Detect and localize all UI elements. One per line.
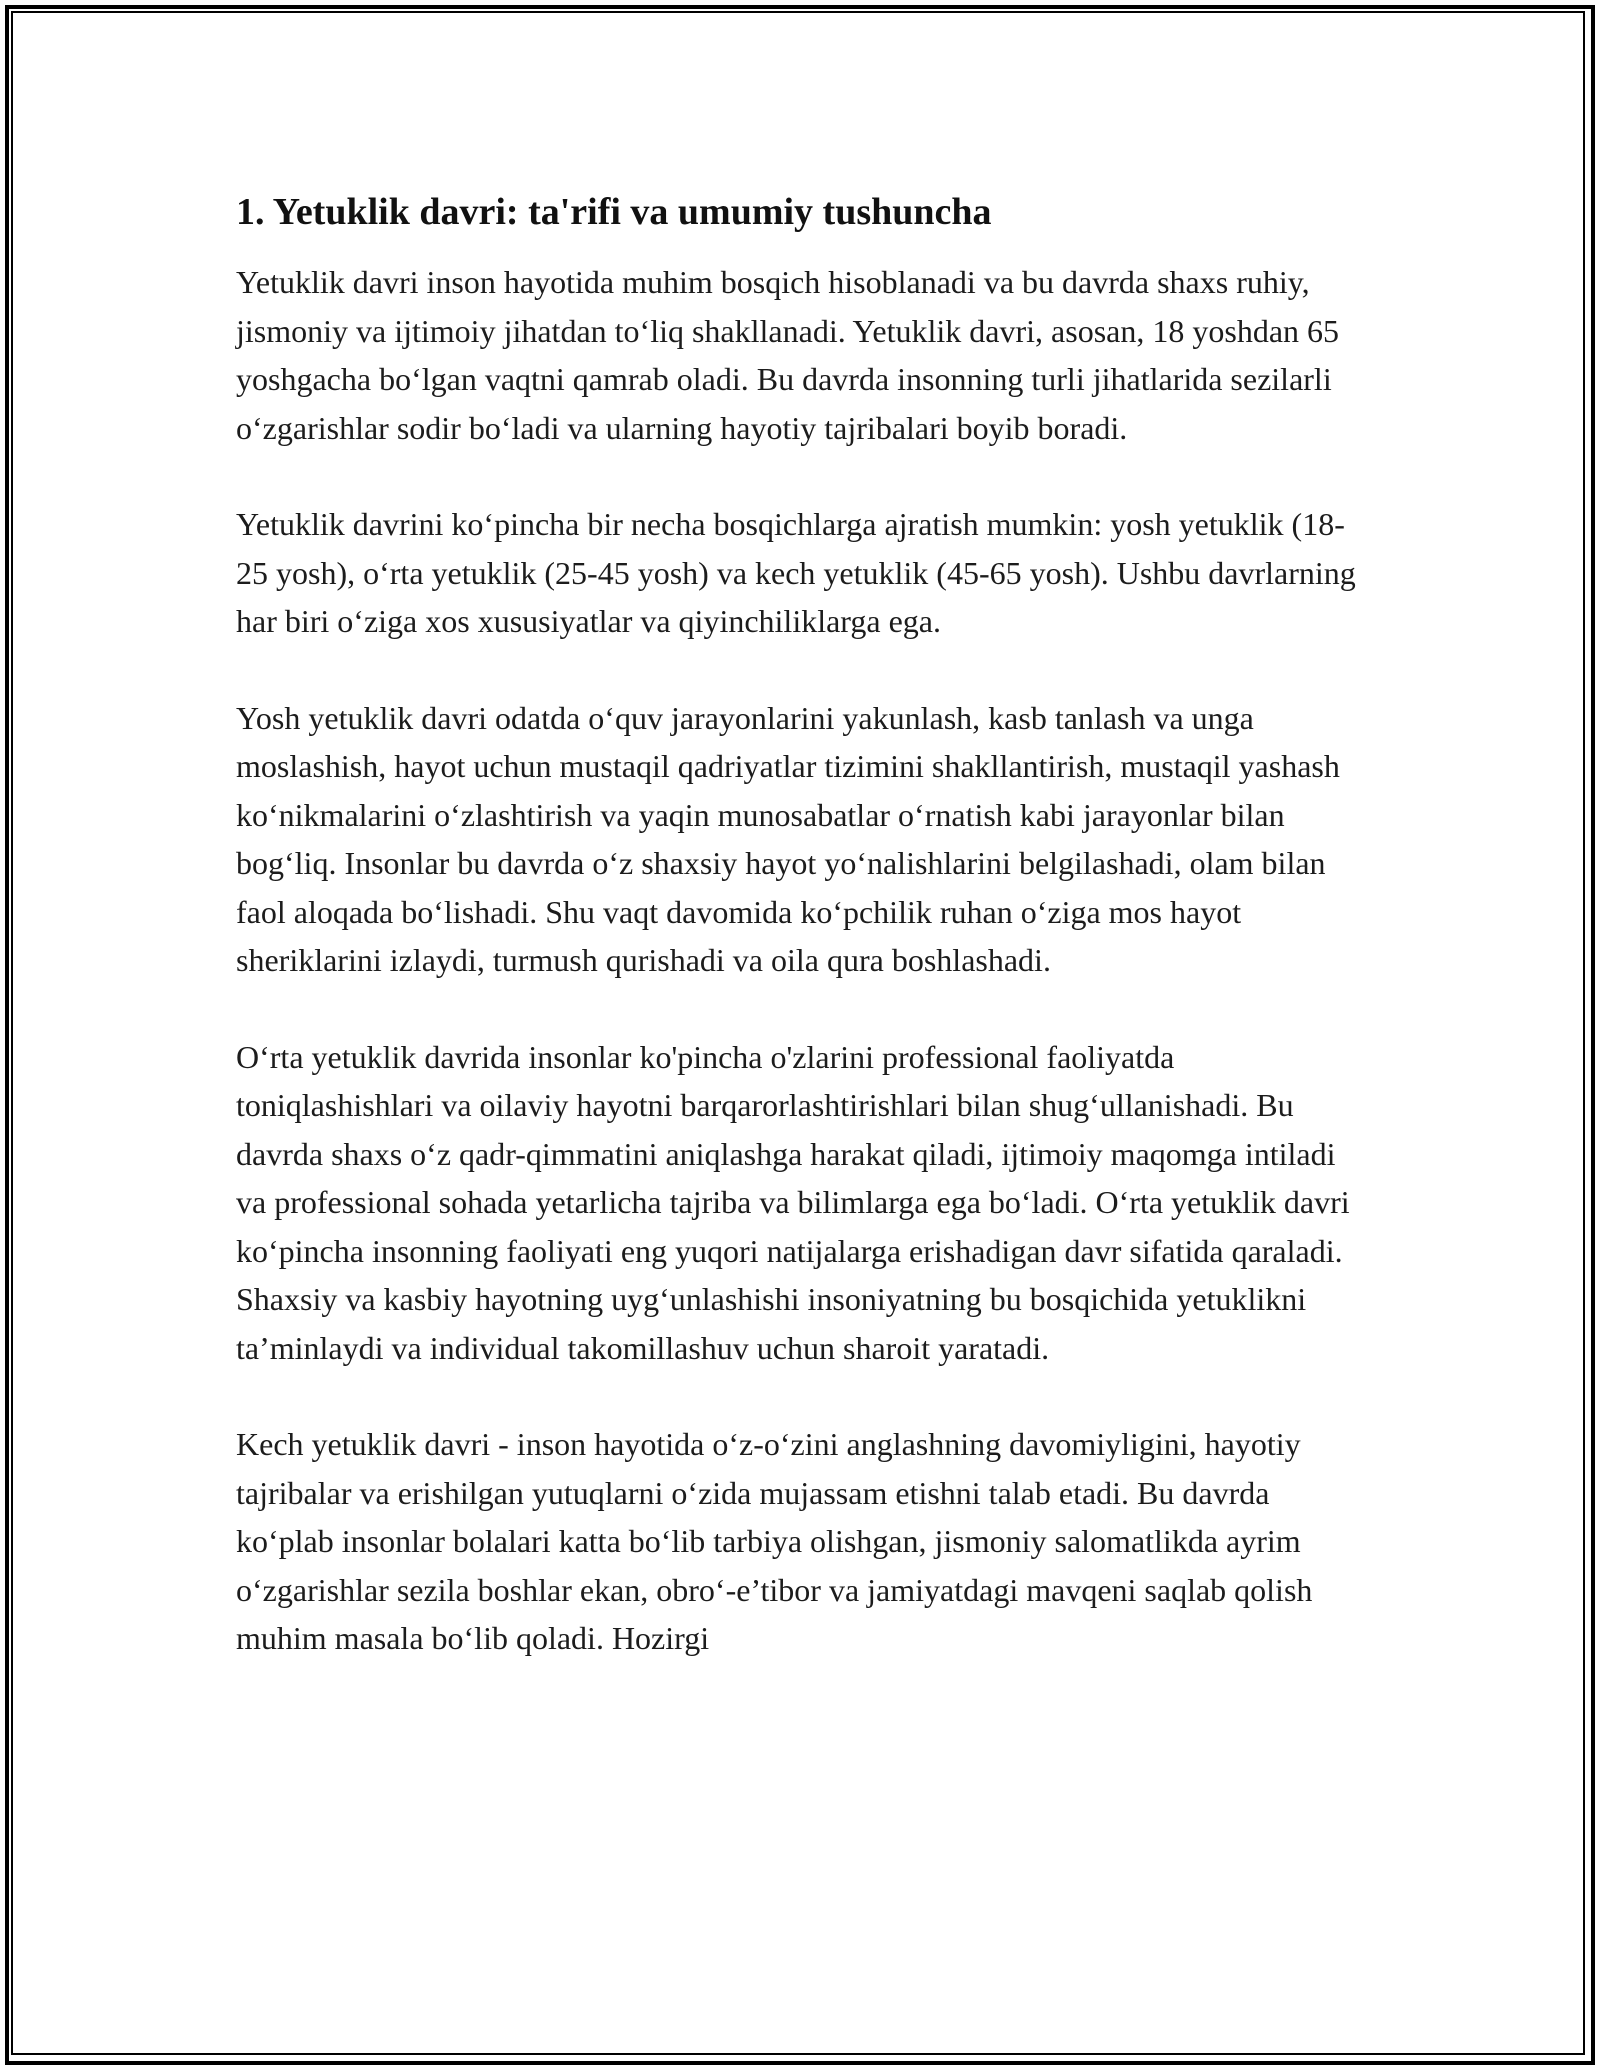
document-body: [236, 186, 1372, 1711]
section-heading: 1. Yetuklik davri: ta'rifi va umumiy tushuncha: [236, 191, 992, 233]
paragraph-middle-adulthood: O‘rta yetuklik davrida insonlar ko'pincha o'zlarini professional faoliyatda toniqlashishlari va oilaviy hayotni barqarorlashtirishlari bilan shug‘ullanishadi. Bu davrda shaxs o‘z qadr-qimmatini aniqlashga harakat qiladi, ijtimoiy maqomga intiladi va professional sohada yetarlicha tajriba va bilimlarga ega bo‘ladi. O‘rta yetuklik davri ko‘pincha insonning faoliyati eng yuqori natijalarga erishadigan davr sifatida qaraladi. Shaxsiy va kasbiy hayotning uyg‘unlashishi insoniyatning bu bosqichida yetuklikni ta’minlaydi va individual takomillashuv uchun sharoit yaratadi.: [236, 1038, 1350, 1366]
paragraph-late-adulthood: Kech yetuklik davri - inson hayotida o‘z-o‘zini anglashning davomiyligini, hayotiy tajribalar va erishilgan yutuqlarni o‘zida mujassam etishni talab etadi. Bu davrda ko‘plab insonlar bolalari katta bo‘lib tarbiya olishgan, jismoniy salomatlikda ayrim o‘zgarishlar sezila boshlar ekan, obro‘-e’tibor va jamiyatdagi mavqeni saqlab qolish muhim masala bo‘lib qoladi. Hozirgi: [236, 1426, 1313, 1656]
paragraph-stages: Yetuklik davrini ko‘pincha bir necha bosqichlarga ajratish mumkin: yosh yetuklik (18-25 yosh), o‘rta yetuklik (25-45 yosh) va kech yetuklik (45-65 yosh). Ushbu davrlarning har biri o‘ziga xos xususiyatlar va qiyinchiliklarga ega.: [236, 506, 1356, 639]
paragraph-definition: Yetuklik davri inson hayotida muhim bosqich hisoblanadi va bu davrda shaxs ruhiy, jismoniy va ijtimoiy jihatdan to‘liq shakllanadi. Yetuklik davri, asosan, 18 yoshdan 65 yoshgacha bo‘lgan vaqtni qamrab oladi. Bu davrda insonning turli jihatlarida sezilarli o‘zgarishlar sodir bo‘ladi va ularning hayotiy tajribalari boyib boradi.: [236, 264, 1340, 446]
paragraph-young-adulthood: Yosh yetuklik davri odatda o‘quv jarayonlarini yakunlash, kasb tanlash va unga moslashish, hayot uchun mustaqil qadriyatlar tizimini shakllantirish, mustaqil yashash ko‘nikmalarini o‘zlashtirish va yaqin munosabatlar o‘rnatish kabi jarayonlar bilan bog‘liq. Insonlar bu davrda o‘z shaxsiy hayot yo‘nalishlarini belgilashadi, olam bilan faol aloqada bo‘lishadi. Shu vaqt davomida ko‘pchilik ruhan o‘ziga mos hayot sheriklarini izlaydi, turmush qurishadi va oila qura boshlashadi.: [236, 699, 1340, 978]
